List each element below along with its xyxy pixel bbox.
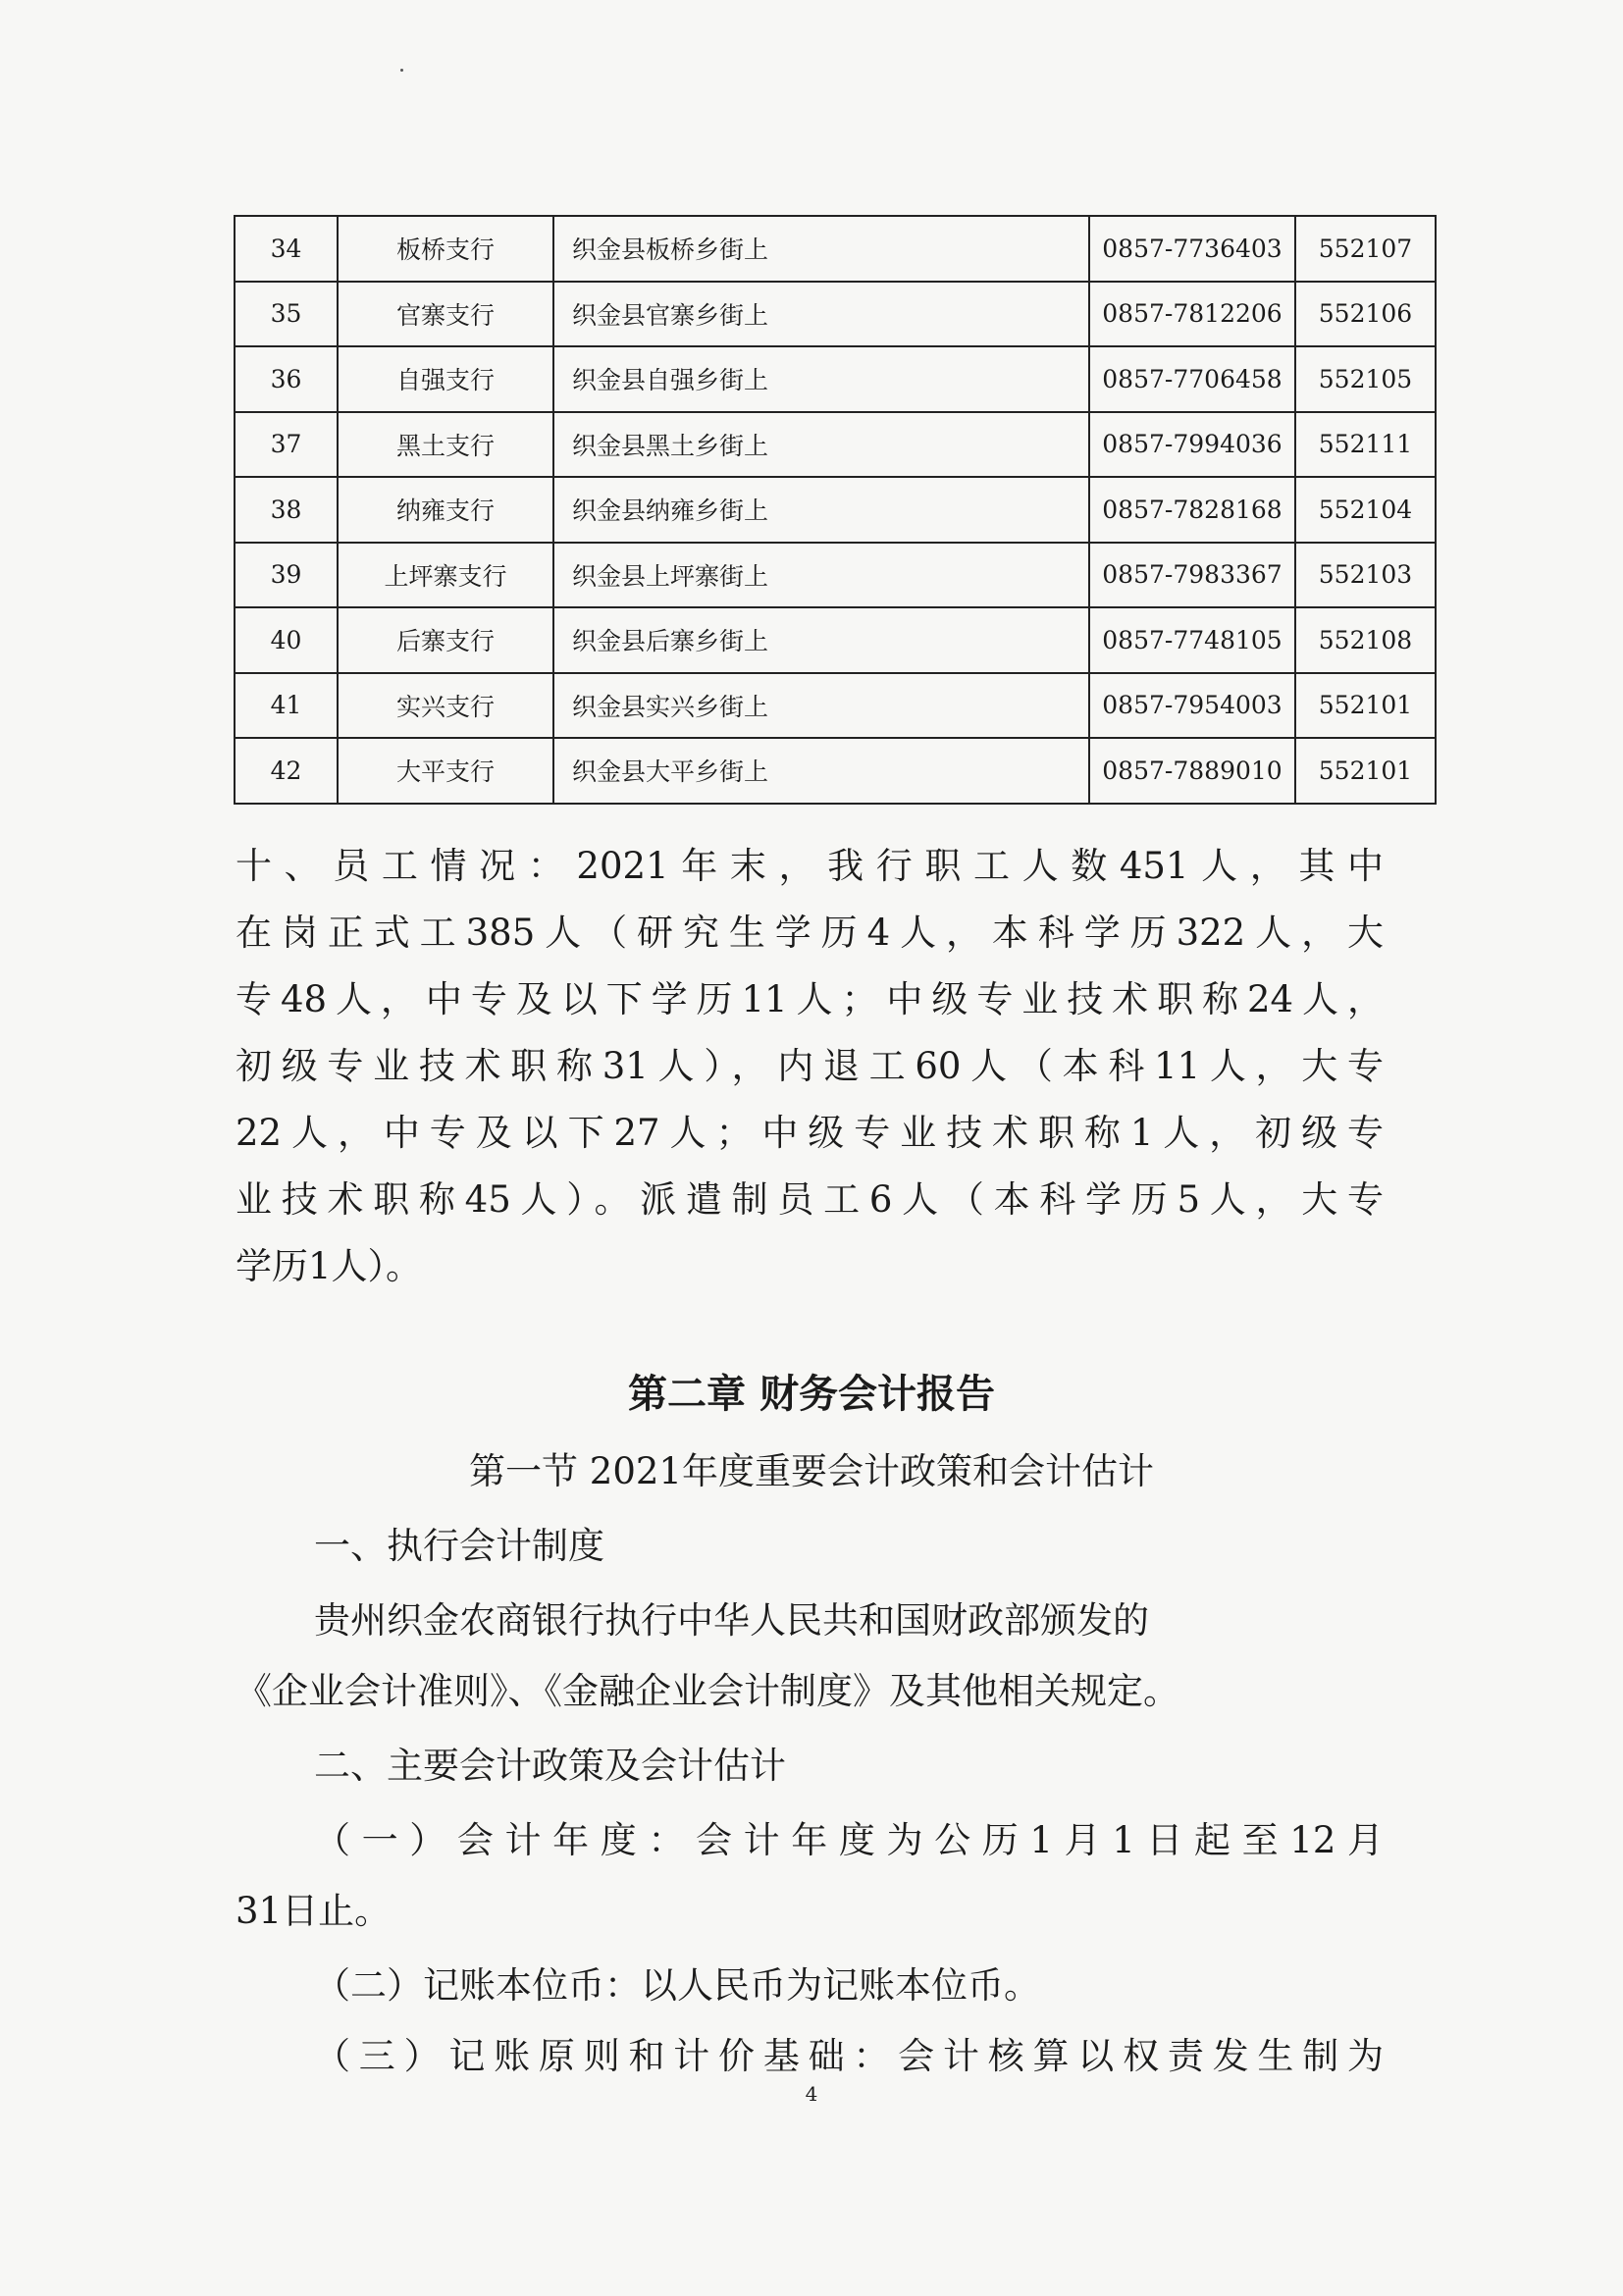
- branch-postcode: 552101: [1295, 738, 1436, 804]
- branch-address: 织金县后寨乡街上: [553, 607, 1089, 673]
- branch-phone: 0857-7812206: [1089, 282, 1295, 347]
- branch-phone: 0857-7954003: [1089, 673, 1295, 739]
- branch-postcode: 552108: [1295, 607, 1436, 673]
- table-row: [235, 346, 1436, 412]
- accounting-system-text: 贵州织金农商银行执行中华人民共和国财政部颁发的: [314, 1599, 1149, 1642]
- currency-text: （二）记账本位币：以人民币为记账本位币。: [314, 1964, 1040, 2007]
- branch-phone: 0857-7889010: [1089, 738, 1295, 804]
- branch-table-body: [235, 216, 1436, 804]
- branch-address: 织金县大平乡街上: [553, 738, 1089, 804]
- branch-postcode: 552101: [1295, 673, 1436, 739]
- branch-address: 织金县板桥乡街上: [553, 216, 1089, 282]
- branch-name: 纳雍支行: [338, 477, 553, 543]
- branch-postcode: 552105: [1295, 346, 1436, 412]
- branch-address: 织金县官寨乡街上: [553, 282, 1089, 347]
- branch-name: 实兴支行: [338, 673, 553, 739]
- branch-number: 35: [235, 282, 338, 347]
- staff-line: 专48人，中专及以下学历11人；中级专业技术职称24人，: [236, 978, 1384, 1020]
- chapter-title: 第二章 财务会计报告: [628, 1372, 995, 1417]
- table-row: [235, 673, 1436, 739]
- branch-name: 板桥支行: [338, 216, 553, 282]
- table-row: [235, 738, 1436, 804]
- fiscal-year-text: （一）会计年度：会计年度为公历1月1日起至12月: [314, 1819, 1384, 1861]
- staff-line: 十、员工情况：2021年末，我行职工人数451人，其中: [236, 845, 1384, 887]
- branch-phone: 0857-7706458: [1089, 346, 1295, 412]
- branch-number: 41: [235, 673, 338, 739]
- branch-postcode: 552103: [1295, 543, 1436, 608]
- branch-number: 38: [235, 477, 338, 543]
- branch-name: 自强支行: [338, 346, 553, 412]
- section-title: 第一节 2021年度重要会计政策和会计估计: [469, 1450, 1154, 1492]
- scan-speck: [400, 69, 403, 72]
- branch-phone: 0857-7983367: [1089, 543, 1295, 608]
- branch-table: [234, 215, 1437, 805]
- page-number: 4: [805, 2082, 818, 2106]
- table-row: [235, 282, 1436, 347]
- branch-phone: 0857-7748105: [1089, 607, 1295, 673]
- staff-line: 初级专业技术职称31人），内退工60人（本科11人，大专: [236, 1045, 1384, 1087]
- staff-line: 业技术职称45人）。派遣制员工6人（本科学历5人，大专: [236, 1178, 1384, 1221]
- branch-address: 织金县黑土乡街上: [553, 412, 1089, 478]
- heading-policies: 二、主要会计政策及会计估计: [314, 1745, 786, 1787]
- branch-address: 织金县上坪寨街上: [553, 543, 1089, 608]
- branch-phone: 0857-7994036: [1089, 412, 1295, 478]
- heading-accounting-system: 一、执行会计制度: [314, 1525, 604, 1567]
- branch-name: 黑土支行: [338, 412, 553, 478]
- table-row: [235, 216, 1436, 282]
- branch-name: 大平支行: [338, 738, 553, 804]
- branch-name: 后寨支行: [338, 607, 553, 673]
- table-row: [235, 607, 1436, 673]
- branch-phone: 0857-7828168: [1089, 477, 1295, 543]
- branch-number: 42: [235, 738, 338, 804]
- branch-name: 上坪寨支行: [338, 543, 553, 608]
- branch-number: 39: [235, 543, 338, 608]
- fiscal-year-text: 31日止。: [236, 1890, 392, 1932]
- staff-line: 在岗正式工385人（研究生学历4人，本科学历322人，大: [236, 912, 1384, 954]
- branch-address: 织金县纳雍乡街上: [553, 477, 1089, 543]
- accounting-system-text: 《企业会计准则》、《金融企业会计制度》及其他相关规定。: [236, 1670, 1179, 1712]
- branch-number: 37: [235, 412, 338, 478]
- branch-postcode: 552107: [1295, 216, 1436, 282]
- staff-line: 学历1人）。: [236, 1245, 423, 1287]
- table-row: [235, 477, 1436, 543]
- branch-phone: 0857-7736403: [1089, 216, 1295, 282]
- branch-address: 织金县实兴乡街上: [553, 673, 1089, 739]
- table-row: [235, 412, 1436, 478]
- branch-postcode: 552111: [1295, 412, 1436, 478]
- branch-name: 官寨支行: [338, 282, 553, 347]
- branch-postcode: 552104: [1295, 477, 1436, 543]
- branch-number: 40: [235, 607, 338, 673]
- staff-line: 22人，中专及以下27人；中级专业技术职称1人，初级专: [236, 1112, 1384, 1154]
- basis-text: （三）记账原则和计价基础：会计核算以权责发生制为: [314, 2035, 1384, 2077]
- branch-address: 织金县自强乡街上: [553, 346, 1089, 412]
- branch-number: 34: [235, 216, 338, 282]
- branch-postcode: 552106: [1295, 282, 1436, 347]
- table-row: [235, 543, 1436, 608]
- branch-number: 36: [235, 346, 338, 412]
